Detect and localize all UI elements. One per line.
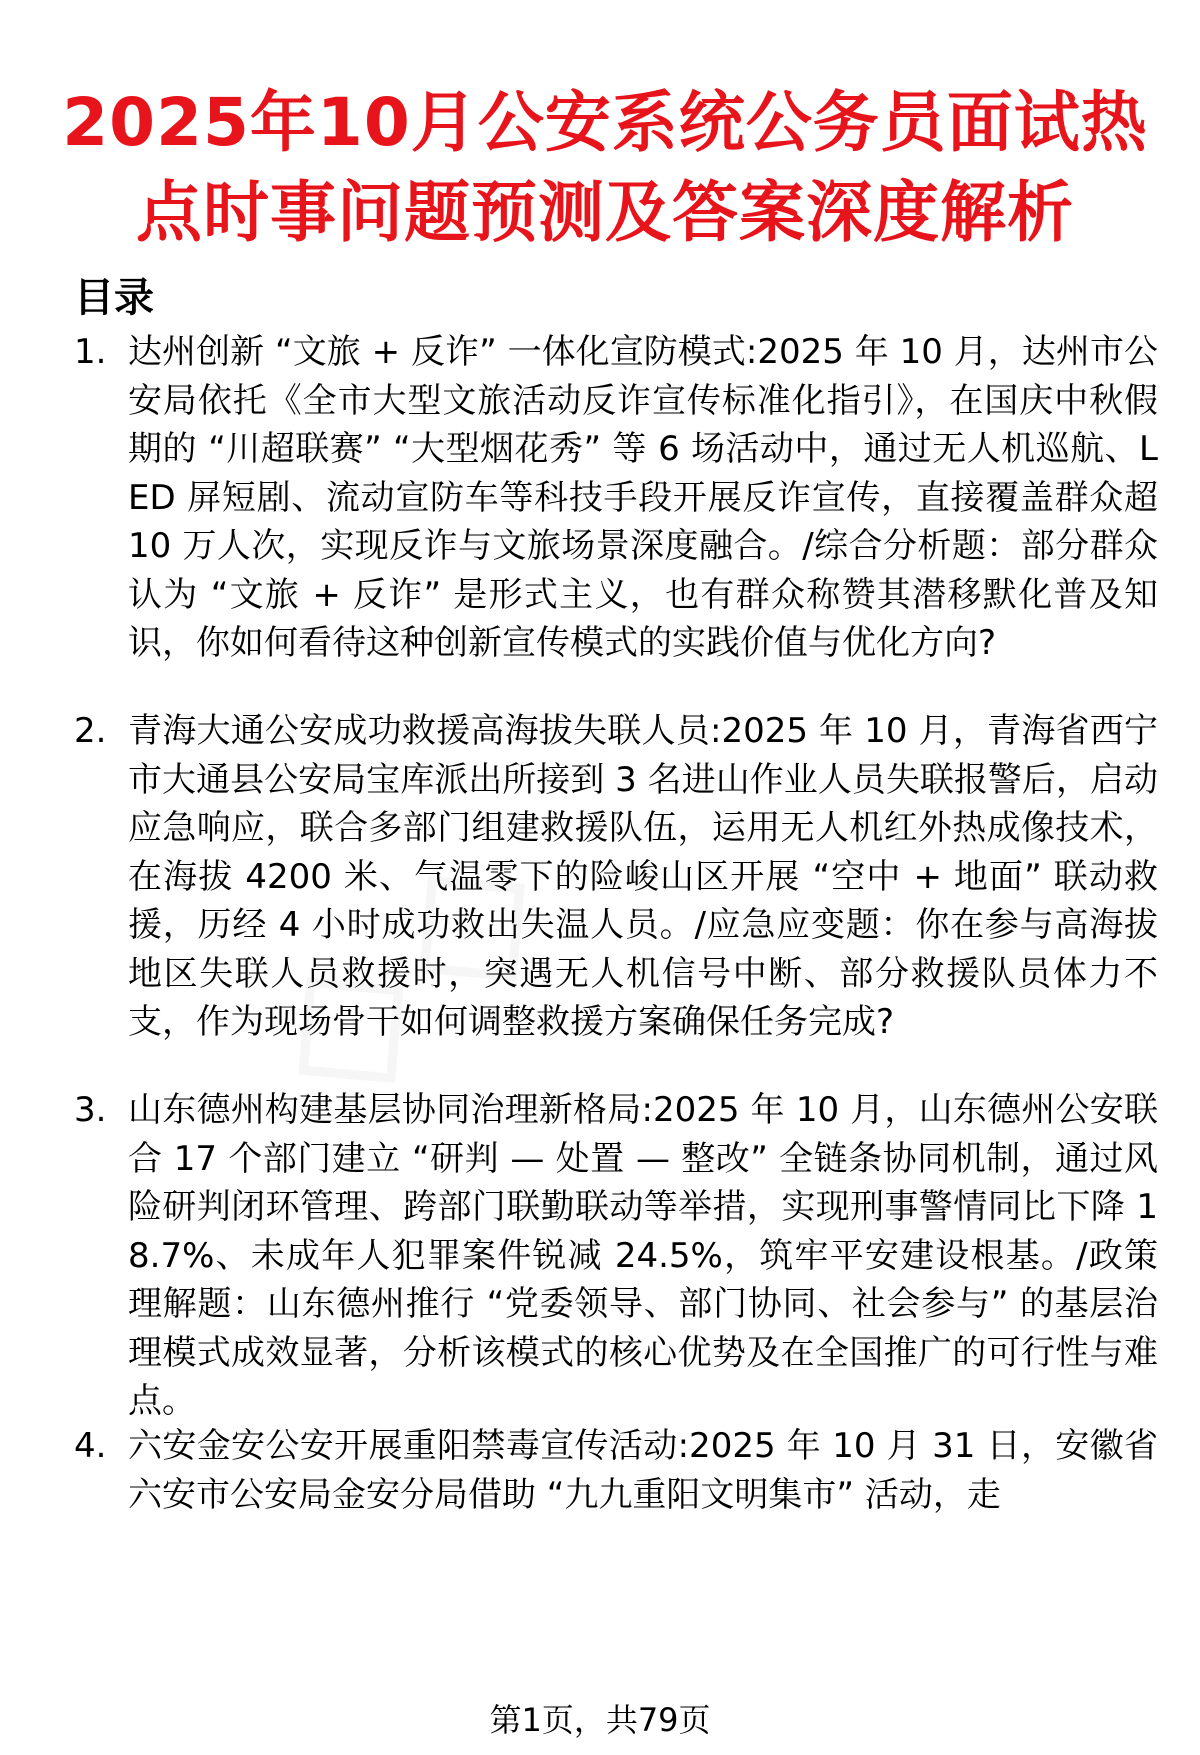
list-item-text: 青海大通公安成功救援高海拔失联人员:2025 年 10 月，青海省西宁市大通县公安局宝库派出所接到 3 名进山作业人员失联报警后，启动应急响应，联合多部门组建救援队伍，运用无人机红外热成像技术，在海拔 4200 米、气温零下的险峻山区开展 “空中 + 地面” 联动救援，历经 4 小时成功救出失温人员。/应急应变题：你在参与高海拔地区失联人员救援时，突遇无人机信号中断、部分救援队员体力不支，作为现场骨干如何调整救援方案确保任务完成? bbox=[128, 711, 1158, 1042]
page-footer: 第1页，共79页 bbox=[489, 1701, 711, 1739]
document-title: 2025年10月公安系统公务员面试热点时事问题预测及答案深度解析 bbox=[62, 84, 1148, 251]
list-item-number: 2. bbox=[74, 711, 107, 751]
list-item-number: 4. bbox=[74, 1426, 107, 1466]
list-item-number: 1. bbox=[74, 332, 107, 372]
toc-heading: 目录 bbox=[74, 275, 154, 321]
list-item-text: 山东德州构建基层协同治理新格局:2025 年 10 月，山东德州公安联合 17 个部门建立 “研判 — 处置 — 整改” 全链条协同机制，通过风险研判闭环管理、跨部门联勤联动等举措，实现刑事警情同比下降 18.7%、未成年人犯罪案件锐减 24.5%，筑牢平安建设根基。/政策理解题：山东德州推行 “党委领导、部门协同、社会参与” 的基层治理模式成效显著，分析该模式的核心优势及在全国推广的可行性与难点。 bbox=[128, 1090, 1158, 1421]
list-item-number: 3. bbox=[74, 1090, 107, 1130]
list-item-text: 六安金安公安开展重阳禁毒宣传活动:2025 年 10 月 31 日，安徽省六安市公安局金安分局借助 “九九重阳文明集市” 活动，走 bbox=[128, 1426, 1158, 1515]
list-item-text: 达州创新 “文旅 + 反诈” 一体化宣防模式:2025 年 10 月，达州市公安局依托《全市大型文旅活动反诈宣传标准化指引》，在国庆中秋假期的 “川超联赛” “大型烟花秀” 等 6 场活动中，通过无人机巡航、LED 屏短剧、流动宣防车等科技手段开展反诈宣传，直接覆盖群众超 10 万人次，实现反诈与文旅场景深度融合。/综合分析题：部分群众认为 “文旅 + 反诈” 是形式主义，也有群众称赞其潜移默化普及知识，你如何看待这种创新宣传模式的实践价值与优化方向? bbox=[128, 332, 1158, 663]
